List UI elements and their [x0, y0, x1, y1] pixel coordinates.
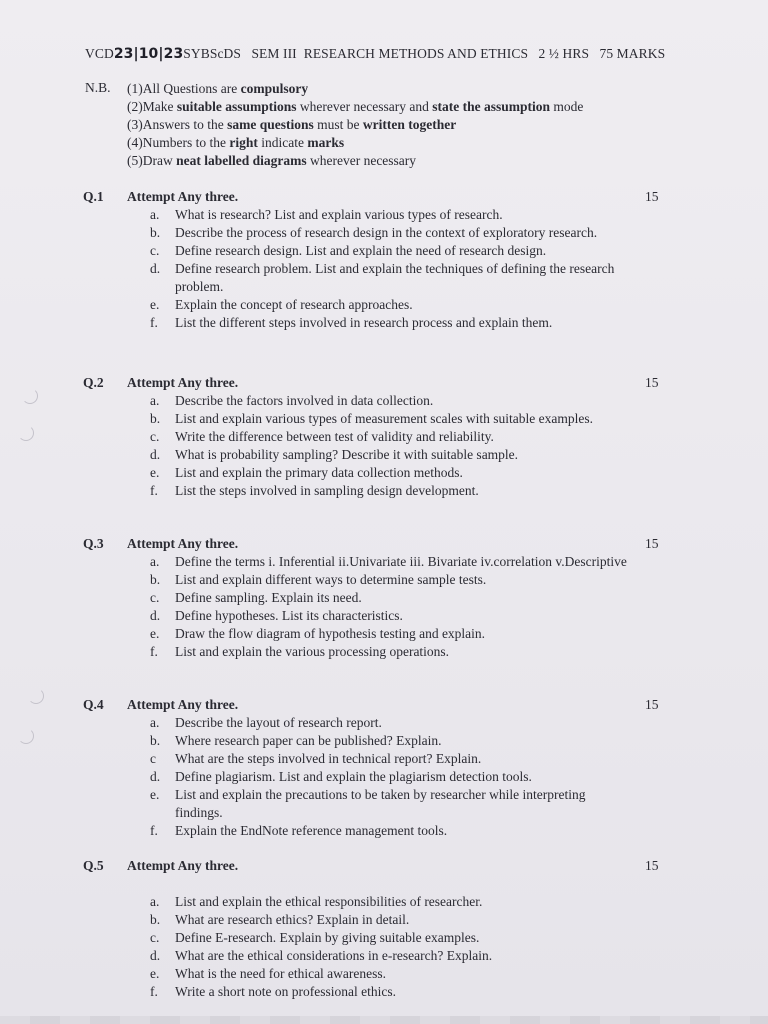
item-text: Draw the flow diagram of hypothesis testing and explain. [175, 626, 486, 641]
item-letter: b. [150, 411, 161, 426]
item-letter: f. [150, 984, 158, 999]
item-text: Define research problem. List and explain the techniques of defining the research problem. [175, 261, 615, 294]
question-item [150, 464, 630, 482]
item-letter: d. [150, 948, 161, 963]
item-text: List and explain various types of measurement scales with suitable examples. [175, 411, 594, 426]
question-item [150, 768, 630, 786]
instruction-emphasis: written together [362, 117, 457, 132]
item-letter: a. [150, 554, 160, 569]
item-letter: a. [150, 207, 160, 222]
question-5 [83, 857, 683, 1001]
question-item [150, 446, 630, 464]
instruction-line [127, 152, 687, 170]
question-number: Q.1 [83, 189, 104, 204]
instructions-list [127, 80, 687, 170]
item-letter: f. [150, 644, 158, 659]
question-instruction: Attempt Any three. [127, 189, 239, 204]
item-letter: b. [150, 733, 161, 748]
question-item [150, 482, 630, 500]
question-item [150, 392, 630, 410]
instruction-text: (3)Answers to the [127, 117, 228, 132]
item-text: Write a short note on professional ethics. [175, 984, 397, 999]
instruction-text: (4)Numbers to the [127, 135, 230, 150]
instruction-line [127, 116, 687, 134]
item-letter: f. [150, 823, 158, 838]
item-letter: c. [150, 930, 160, 945]
instruction-text: (2)Make [127, 99, 177, 114]
question-heading [83, 535, 683, 553]
item-letter: f. [150, 483, 158, 498]
punch-hole-mark [28, 688, 44, 704]
handwritten-date: 23|10|23 [113, 46, 184, 62]
question-item [150, 786, 630, 822]
question-item [150, 947, 630, 965]
question-item [150, 607, 630, 625]
question-item [150, 822, 630, 840]
instruction-text: (5)Draw [127, 153, 177, 168]
instruction-emphasis: state the assumption [432, 99, 550, 114]
punch-hole-mark [22, 388, 38, 404]
question-item [150, 260, 630, 296]
question-heading [83, 188, 683, 206]
question-1 [83, 188, 683, 332]
question-item [150, 732, 630, 750]
question-number: Q.2 [83, 375, 104, 390]
item-text: List the different steps involved in research process and explain them. [175, 315, 553, 330]
question-item [150, 428, 630, 446]
item-letter: c [150, 751, 156, 766]
question-item [150, 410, 630, 428]
nb-label: N.B. [85, 80, 111, 95]
item-text: Define E-research. Explain by giving suitable examples. [175, 930, 480, 945]
question-number: Q.5 [83, 858, 104, 873]
item-letter: d. [150, 769, 161, 784]
item-text: Describe the factors involved in data collection. [175, 393, 434, 408]
question-number: Q.4 [83, 697, 104, 712]
question-item [150, 314, 630, 332]
item-text: What are the ethical considerations in e-research? Explain. [175, 948, 493, 963]
question-item [150, 983, 630, 1001]
question-item [150, 750, 630, 768]
question-items [150, 893, 630, 1001]
item-text: What is research? List and explain various types of research. [175, 207, 503, 222]
item-letter: e. [150, 966, 160, 981]
item-text: What is the need for ethical awareness. [175, 966, 387, 981]
scan-edge [0, 1016, 768, 1024]
item-text: List and explain different ways to determine sample tests. [175, 572, 487, 587]
item-letter: e. [150, 626, 160, 641]
item-text: Define hypotheses. List its characteristics. [175, 608, 403, 623]
item-text: Define research design. List and explain the need of research design. [175, 243, 547, 258]
item-letter: c. [150, 243, 160, 258]
instruction-line [127, 80, 687, 98]
item-letter: a. [150, 894, 160, 909]
item-text: What are research ethics? Explain in detail. [175, 912, 410, 927]
punch-hole-mark [18, 425, 34, 441]
question-item [150, 242, 630, 260]
question-marks: 15 [645, 697, 659, 712]
question-item [150, 714, 630, 732]
item-text: Define sampling. Explain its need. [175, 590, 362, 605]
paper-code-prefix: VCD [85, 46, 114, 61]
item-letter: c. [150, 590, 160, 605]
instruction-emphasis: marks [307, 135, 345, 150]
item-text: Define plagiarism. List and explain the plagiarism detection tools. [175, 769, 532, 784]
item-letter: b. [150, 225, 161, 240]
item-text: List the steps involved in sampling design development. [175, 483, 479, 498]
item-letter: a. [150, 715, 160, 730]
item-letter: c. [150, 429, 160, 444]
instruction-emphasis: compulsory [240, 81, 309, 96]
question-item [150, 224, 630, 242]
question-item [150, 625, 630, 643]
item-text: Where research paper can be published? Explain. [175, 733, 442, 748]
instruction-text: must be [313, 117, 363, 132]
item-text: What is probability sampling? Describe it with suitable sample. [175, 447, 519, 462]
item-letter: b. [150, 572, 161, 587]
question-marks: 15 [645, 536, 659, 551]
item-text: Write the difference between test of validity and reliability. [175, 429, 494, 444]
instruction-text: (1)All Questions are [127, 81, 241, 96]
question-3 [83, 535, 683, 661]
instruction-emphasis: right [229, 135, 258, 150]
question-items [150, 714, 630, 840]
question-instruction: Attempt Any three. [127, 697, 239, 712]
question-items [150, 392, 630, 500]
question-marks: 15 [645, 375, 659, 390]
item-letter: a. [150, 393, 160, 408]
item-letter: d. [150, 447, 161, 462]
item-text: Describe the process of research design in the context of exploratory research. [175, 225, 598, 240]
item-text: Explain the concept of research approaches. [175, 297, 413, 312]
item-letter: e. [150, 297, 160, 312]
question-instruction: Attempt Any three. [127, 858, 239, 873]
instruction-emphasis: neat labelled diagrams [176, 153, 307, 168]
instruction-text: wherever necessary and [296, 99, 433, 114]
instruction-text: indicate [257, 135, 308, 150]
punch-hole-mark [18, 728, 34, 744]
question-item [150, 965, 630, 983]
instruction-line [127, 98, 687, 116]
instruction-line [127, 134, 687, 152]
item-text: List and explain the various processing operations. [175, 644, 450, 659]
question-item [150, 929, 630, 947]
item-text: Describe the layout of research report. [175, 715, 382, 730]
question-4 [83, 696, 683, 840]
question-marks: 15 [645, 189, 659, 204]
item-letter: e. [150, 787, 160, 802]
item-text: List and explain the precautions to be taken by researcher while interpreting findings. [175, 787, 586, 820]
question-item [150, 553, 630, 571]
question-instruction: Attempt Any three. [127, 536, 239, 551]
item-text: What are the steps involved in technical report? Explain. [175, 751, 482, 766]
instruction-emphasis: same questions [227, 117, 314, 132]
item-text: Define the terms i. Inferential ii.Univariate iii. Bivariate iv.correlation v.Descriptive [175, 554, 627, 569]
item-letter: f. [150, 315, 158, 330]
item-text: List and explain the primary data collection methods. [175, 465, 463, 480]
item-text: Explain the EndNote reference management tools. [175, 823, 448, 838]
question-heading [83, 374, 683, 392]
question-instruction: Attempt Any three. [127, 375, 239, 390]
question-items [150, 206, 630, 332]
item-letter: d. [150, 261, 161, 276]
question-item [150, 643, 630, 661]
question-item [150, 589, 630, 607]
question-item [150, 206, 630, 224]
item-letter: e. [150, 465, 160, 480]
question-item [150, 893, 630, 911]
instruction-text: mode [549, 99, 584, 114]
paper-header [85, 46, 685, 62]
question-heading [83, 696, 683, 714]
item-letter: d. [150, 608, 161, 623]
question-items [150, 553, 630, 661]
question-number: Q.3 [83, 536, 104, 551]
item-letter: b. [150, 912, 161, 927]
paper-title-line: SYBScDS SEM III RESEARCH METHODS AND ETHICS 2 ½ HRS 75 MARKS [183, 46, 666, 61]
instruction-text: wherever necessary [306, 153, 417, 168]
question-heading [83, 857, 683, 875]
instruction-emphasis: suitable assumptions [176, 99, 297, 114]
question-item [150, 296, 630, 314]
question-marks: 15 [645, 858, 659, 873]
question-item [150, 571, 630, 589]
question-item [150, 911, 630, 929]
question-2 [83, 374, 683, 500]
item-text: List and explain the ethical responsibilities of researcher. [175, 894, 483, 909]
